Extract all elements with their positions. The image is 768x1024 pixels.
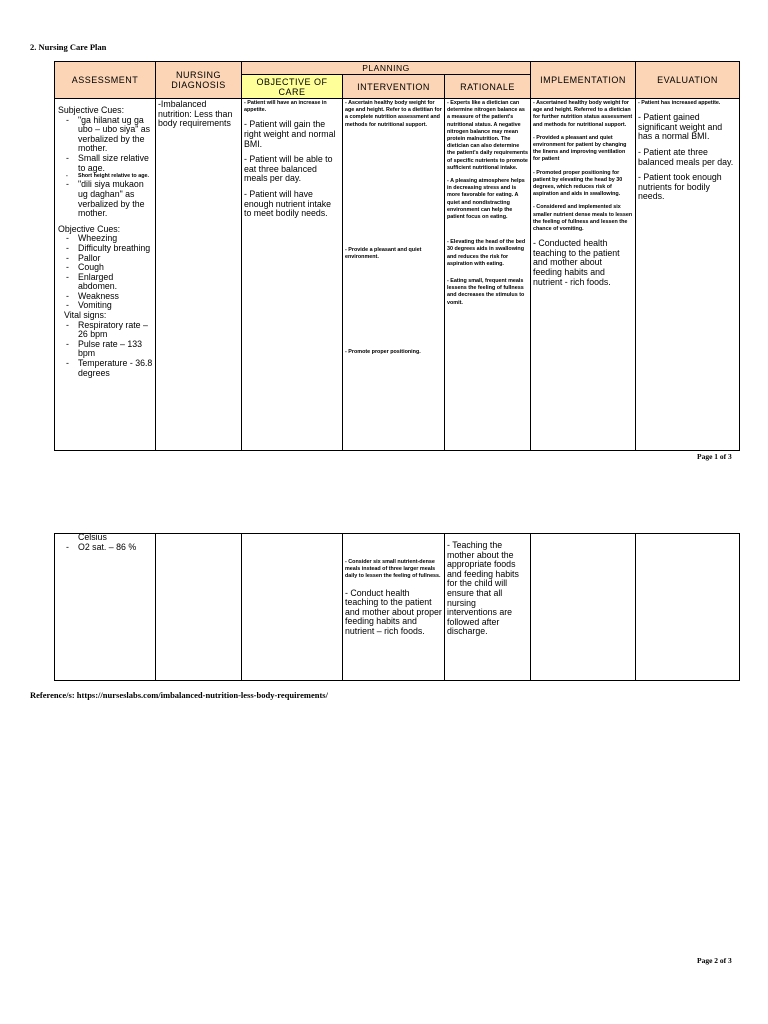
rationale-item: - A pleasing atmosphere helps in decreasing stress and is more favorable for eating. A quiet and nondistracting environment can help the patient focus on eating. <box>447 178 525 221</box>
objective-cue: - Cough <box>78 263 153 273</box>
rationale-item: - Experts like a dietician can determine nitrogen balance as a measure of the patient's nutritional status. A negative nitrogen balance may mean protein malnutrition. The dietician can also determine the patient's daily requirements of specific nutrients to promote sufficient nutritional intake. <box>447 100 528 171</box>
reference-line: Reference/s: https://nurseslabs.com/imbalanced-nutrition-less-body-requirements/ <box>30 690 328 700</box>
header-assessment: ASSESSMENT <box>55 62 156 99</box>
vital-sign: - Pulse rate – 133 bpm <box>78 340 153 359</box>
objective-of-care-cell-cont <box>242 534 343 681</box>
care-plan-table-page-2 <box>54 533 740 681</box>
header-evaluation: EVALUATION <box>636 62 740 99</box>
objective-item: - Patient will gain the right weight and normal BMI. <box>244 119 336 149</box>
intervention-cell-cont <box>343 534 445 681</box>
assessment-cell <box>55 99 156 451</box>
vital-sign: - Temperature - 36.8 degrees <box>78 359 153 378</box>
implementation-item: - Promoted proper positioning for patient by elevating the head by 30 degrees, which reduces risk of aspiration and aids in swallowing. <box>533 169 623 198</box>
intervention-item: - Ascertain healthy body weight for age and height. Refer to a dietitian for a complete nutrition assessment and methods for nutritional support. <box>345 100 442 128</box>
implementation-item: - Conducted health teaching to the patient and mother about feeding habits and nutrient - rich foods. <box>533 238 620 287</box>
intervention-cell <box>343 99 445 451</box>
intervention-item: - Provide a pleasant and quiet environment. <box>345 246 422 261</box>
evaluation-item: - Patient took enough nutrients for bodily needs. <box>638 172 722 202</box>
objective-cue: - Weakness <box>78 292 153 302</box>
objective-item: - Patient will have an increase in appetite. <box>244 100 327 114</box>
evaluation-cell-cont <box>636 534 740 681</box>
rationale-item: - Elevating the head of the bed 30 degrees aids in swallowing and reduces the risk for aspiration with eating. <box>447 239 526 267</box>
rationale-item: - Eating small, frequent meals lessens the feeling of fullness and decreases the stimulus to vomit. <box>447 278 525 306</box>
subjective-cue: - "dili siya mukaon ug daghan" as verbalized by the mother. <box>78 180 153 218</box>
objective-of-care-cell <box>242 99 343 451</box>
subjective-heading: Subjective Cues: <box>58 105 125 115</box>
objective-cue: - Vomiting <box>78 301 153 311</box>
evaluation-item: - Patient has increased appetite. <box>638 100 721 106</box>
rationale-cell <box>445 99 531 451</box>
intervention-item: - Promote proper positioning. <box>345 349 421 356</box>
vital-sign: - Respiratory rate – 26 bpm <box>78 321 153 340</box>
header-rationale: RATIONALE <box>445 75 531 99</box>
intervention-item: - Conduct health teaching to the patient and mother about proper feeding habits and nutrient – rich foods. <box>345 587 442 636</box>
implementation-cell <box>531 99 636 451</box>
rationale-cell-cont <box>445 534 531 681</box>
header-objective-of-care: OBJECTIVE OF CARE <box>242 75 343 99</box>
objective-item: - Patient will have enough nutrient intake to meet bodily needs. <box>244 188 332 219</box>
objective-cue: - Wheezing <box>78 234 153 244</box>
vitals-heading: Vital signs: <box>64 310 107 321</box>
objective-cue: - Difficulty breathing <box>78 244 153 254</box>
page-number-2: Page 2 of 3 <box>697 956 732 965</box>
implementation-cell-cont <box>531 534 636 681</box>
header-intervention: INTERVENTION <box>343 75 445 99</box>
document-title: 2. Nursing Care Plan <box>30 42 107 52</box>
intervention-item: - Consider six small nutrient-dense meals instead of three larger meals daily to lessen the feeling of fullness. <box>345 559 441 580</box>
implementation-item: - Provided a pleasant and quiet environment for patient by changing the linens and improving ventilation for patient <box>533 134 627 163</box>
header-nursing-diagnosis: NURSING DIAGNOSIS <box>156 62 242 99</box>
assessment-cell-cont <box>55 534 156 681</box>
vital-sign-cont: Celsius <box>78 532 107 542</box>
evaluation-item: - Patient ate three balanced meals per day. <box>638 146 734 167</box>
subjective-cue: - Short height relative to age. <box>78 173 153 180</box>
subjective-cue: - "ga hilanat ug ga ubo – ubo siya" as verbalized by the mother. <box>78 116 153 154</box>
header-planning: PLANNING <box>242 62 531 75</box>
objective-heading: Objective Cues: <box>58 223 121 234</box>
page-number-1: Page 1 of 3 <box>697 452 732 461</box>
nursing-diagnosis-cell: -Imbalanced nutrition: Less than body requirements <box>156 99 242 451</box>
nursing-diagnosis-cell-cont <box>156 534 242 681</box>
evaluation-cell <box>636 99 740 451</box>
care-plan-table-page-1 <box>54 61 740 451</box>
vital-sign: - O2 sat. – 86 % <box>78 543 153 553</box>
evaluation-item: - Patient gained significant weight and has a normal BMI. <box>638 112 723 142</box>
implementation-item: - Ascertained healthy body weight for age and height. Referred to a dietician for further nutrition status assessment and methods for nutritional support. <box>533 100 633 128</box>
objective-cue: - Pallor <box>78 254 153 264</box>
subjective-cue: - Small size relative to age. <box>78 154 153 173</box>
implementation-item: - Considered and implemented six smaller nutrient dense meals to lessen the feeling of fullness and lessen the chance of vomiting. <box>533 204 633 233</box>
objective-cue: - Enlarged abdomen. <box>78 273 153 292</box>
rationale-item: - Teaching the mother about the appropriate foods and feeding habits for the child will ensure that all nursing interventions are followed after discharge. <box>447 540 519 637</box>
objective-item: - Patient will be able to eat three balanced meals per day. <box>244 154 333 184</box>
header-implementation: IMPLEMENTATION <box>531 62 636 99</box>
